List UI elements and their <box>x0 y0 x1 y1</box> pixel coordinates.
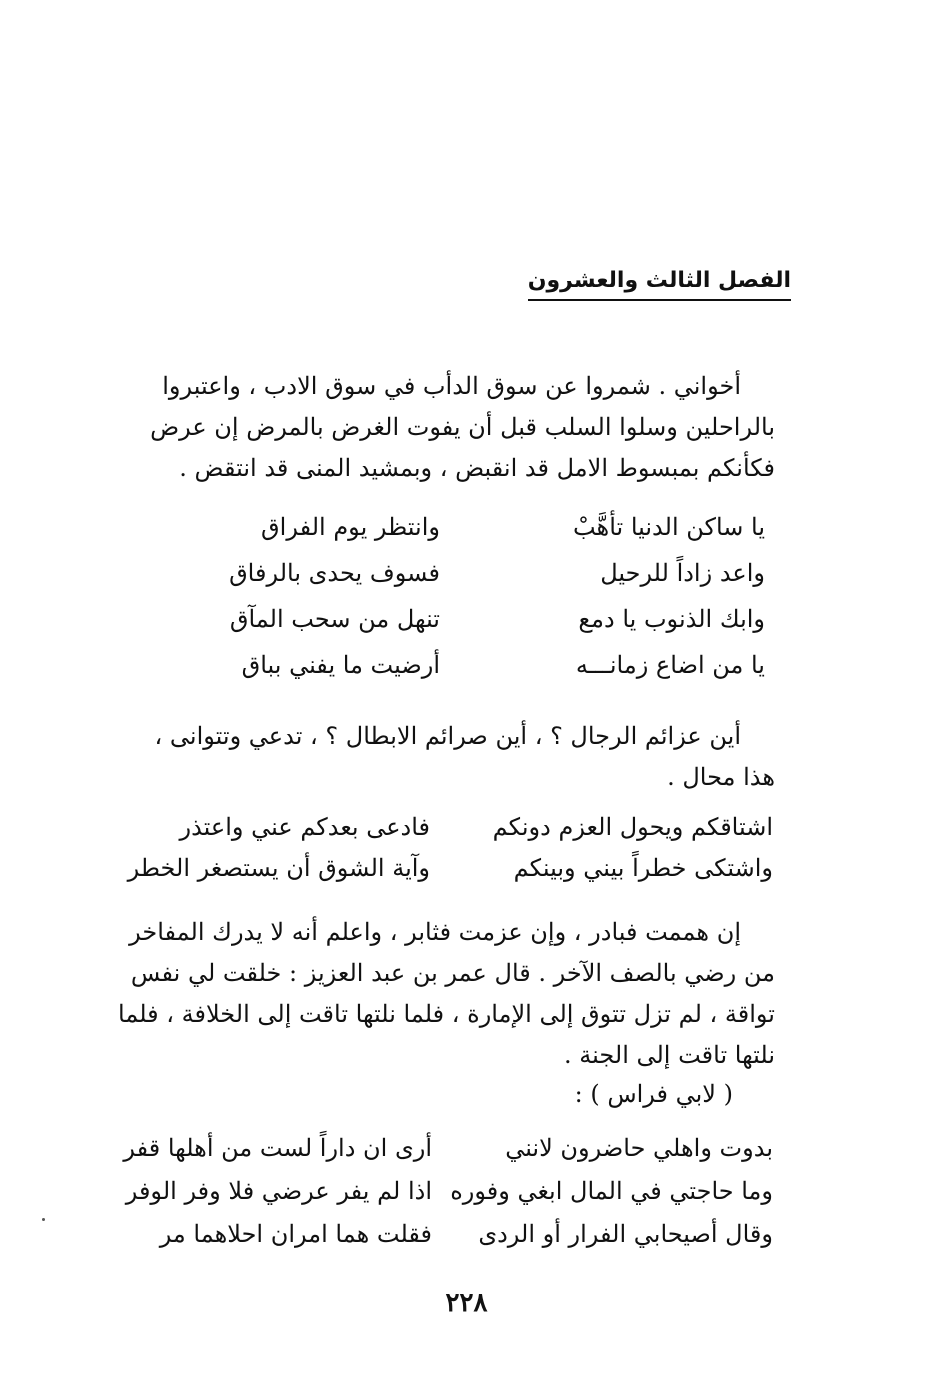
verse-row <box>123 1126 773 1169</box>
page-number: ٢٢٨ <box>445 1288 488 1318</box>
verse-row <box>132 1212 773 1255</box>
text-line: إن هممت فبادر ، وإن عزمت فثابر ، واعلم أنه لا يدرك المفاخر <box>129 918 741 946</box>
text-line: فكأنكم بمبسوط الامل قد انقبض ، وبمشيد المنى قد انتقض . <box>179 454 775 482</box>
verse-second-hemistich: اذا لم يفر عرضي فلا وفر الوفر <box>125 1176 432 1205</box>
verse-first-hemistich: يا من اضاع زمانـــه <box>575 651 765 679</box>
text-line: أين عزائم الرجال ؟ ، أين صرائم الابطال ؟ ، تدعي وتتوانى ، <box>154 722 741 750</box>
verse-first-hemistich: وقال أصيحابي الفرار أو الردى <box>478 1219 773 1248</box>
text-line: نلتها تاقت إلى الجنة . <box>564 1041 775 1069</box>
verse-row <box>127 847 773 888</box>
poem-3 <box>123 1126 773 1255</box>
poem-1 <box>180 504 765 688</box>
verse-second-hemistich: فقلت هما امران احلاهما مر <box>159 1219 432 1248</box>
verse-row <box>125 1169 773 1212</box>
verse-first-hemistich: اشتاقكم ويحول العزم دونكم <box>492 812 773 841</box>
verse-row <box>180 550 765 596</box>
poet-attribution: ( لابي فراس ) : <box>574 1080 733 1108</box>
paragraph-2 <box>132 716 775 798</box>
verse-first-hemistich: يا ساكن الدنيا تأهَّبْ <box>572 513 765 541</box>
verse-first-hemistich: وما حاجتي في المال ابغي وفوره <box>450 1176 773 1205</box>
verse-row <box>180 642 765 688</box>
verse-row <box>180 596 765 642</box>
verse-second-hemistich: وانتظر يوم الفراق <box>261 513 440 541</box>
text-line: بالراحلين وسلوا السلب قبل أن يفوت الغرض بالمرض إن عرض <box>150 413 775 441</box>
verse-second-hemistich: تنهل من سحب المآق <box>229 605 440 633</box>
text-line: أخواني . شمروا عن سوق الدأب في سوق الادب ، واعتبروا <box>162 372 741 400</box>
verse-second-hemistich: أرى ان داراً لست من أهلها قفر <box>123 1133 432 1162</box>
text-line: من رضي بالصف الآخر . قال عمر بن عبد العزيز : خلقت لي نفس <box>130 959 775 987</box>
verse-second-hemistich: وآية الشوق أن يستصغر الخطر <box>127 853 430 882</box>
verse-second-hemistich: فادعى بعدكم عني واعتذر <box>179 812 430 841</box>
scan-speck <box>42 1218 45 1221</box>
verse-first-hemistich: واعد زاداً للرحيل <box>600 559 765 587</box>
text-line: تواقة ، لم تزل تتوق إلى الإمارة ، فلما نلتها تاقت إلى الخلافة ، فلما <box>118 1000 775 1028</box>
verse-second-hemistich: أرضيت ما يفني بباق <box>241 651 440 679</box>
chapter-title: الفصل الثالث والعشرون <box>528 268 791 301</box>
verse-row <box>130 806 773 847</box>
verse-first-hemistich: واشتكى خطراً بيني وبينكم <box>513 853 773 882</box>
text-line: هذا محال . <box>667 763 775 791</box>
verse-second-hemistich: فسوف يحدى بالرفاق <box>229 559 440 587</box>
verse-row <box>180 504 765 550</box>
poem-2 <box>127 806 773 888</box>
verse-first-hemistich: وابك الذنوب يا دمع <box>578 605 765 633</box>
verse-first-hemistich: بدوت واهلي حاضرون لانني <box>505 1133 773 1162</box>
paragraph-3 <box>118 912 775 1076</box>
paragraph-1 <box>132 366 775 489</box>
